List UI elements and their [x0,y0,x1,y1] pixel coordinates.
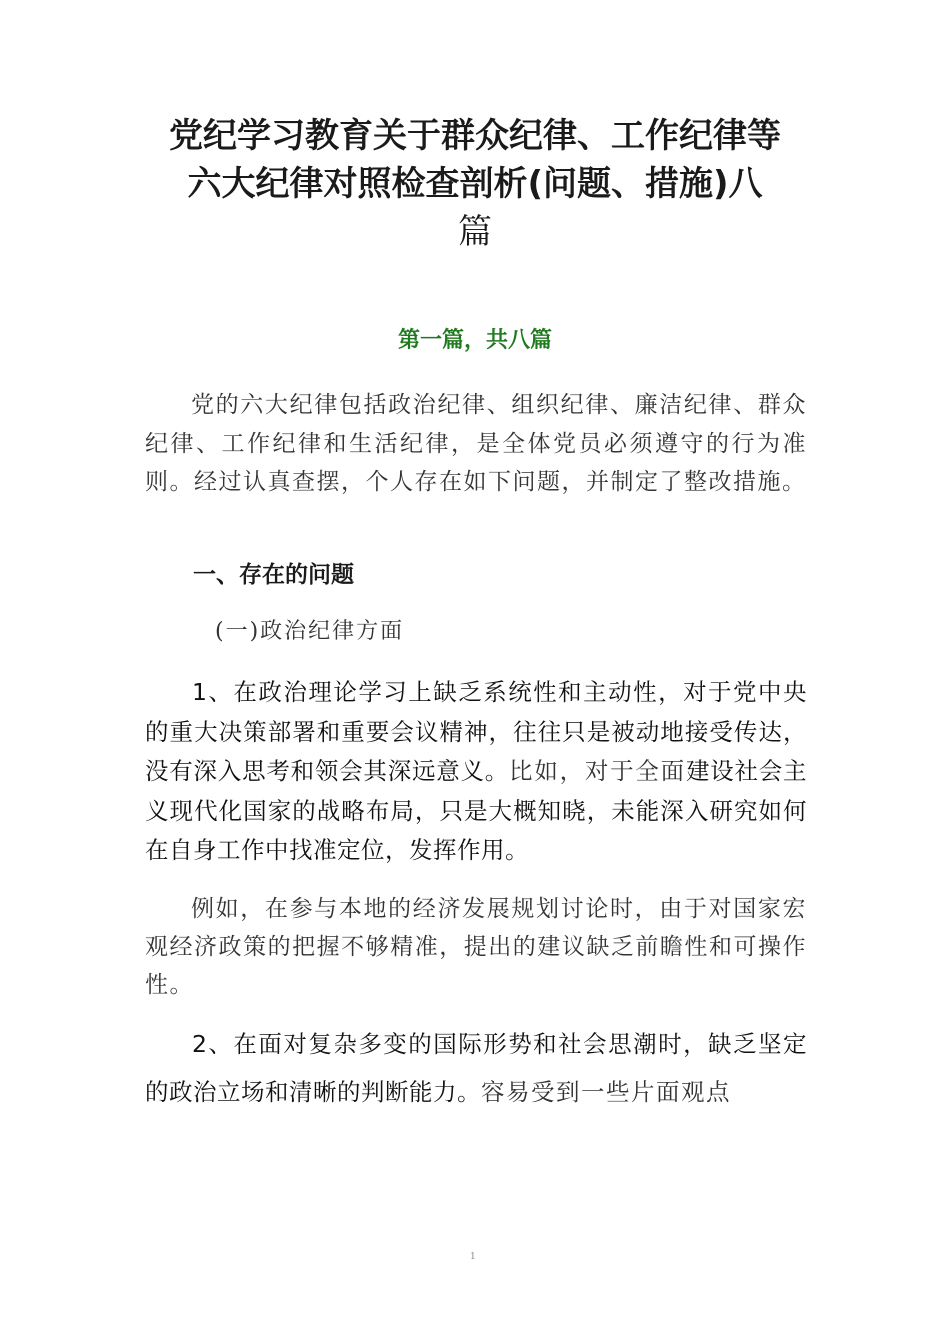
document-title [140,112,810,256]
item-1-light-text: 比如，对于全面 [509,757,686,785]
title-line-2: 六大纪律对照检查剖析(问题、措施)八 [187,164,763,204]
document-subtitle: 第一篇，共八篇 [397,327,552,353]
item-1-main-text: 1、在政治理论学习上缺乏系统性和主动性，对于党中央的重大决策部署和重要会议精神，往往只是被动地接受传达，没有深入思考和领会其深远意义。 [145,678,807,785]
subsection-heading: (一)政治纪律方面 [215,619,405,644]
intro-paragraph: 党的六大纪律包括政治纪律、组织纪律、廉洁纪律、群众纪律、工作纪律和生活纪律，是全体党员必须遵守的行为准则。经过认真查摆，个人存在如下问题，并制定了整改措施。 [145,392,807,495]
page-number: 1 [470,1252,476,1262]
item-2-paragraph [145,1020,807,1116]
item-1-paragraph [145,673,807,871]
title-line-1: 党纪学习教育关于群众纪律、工作纪律等 [169,116,781,156]
item-2-main-text: 2、在面对复杂多变的国际形势和社会思潮时，缺乏坚定的政治立场和清晰的判断能力。 [145,1030,807,1106]
example-paragraph: 例如，在参与本地的经济发展规划讨论时，由于对国家宏观经济政策的把握不够精准，提出的建议缺乏前瞻性和可操作性。 [145,896,807,998]
section-heading: 一、存在的问题 [193,562,354,588]
item-1-rest-text: 建设社会主义现代化国家的战略布局，只是大概知晓，未能深入研究如何在自身工作中找准定位，发挥作用。 [145,757,808,864]
title-line-3: 篇 [458,212,492,252]
item-2-light-text: 容易受到一些片面观点 [481,1078,731,1106]
